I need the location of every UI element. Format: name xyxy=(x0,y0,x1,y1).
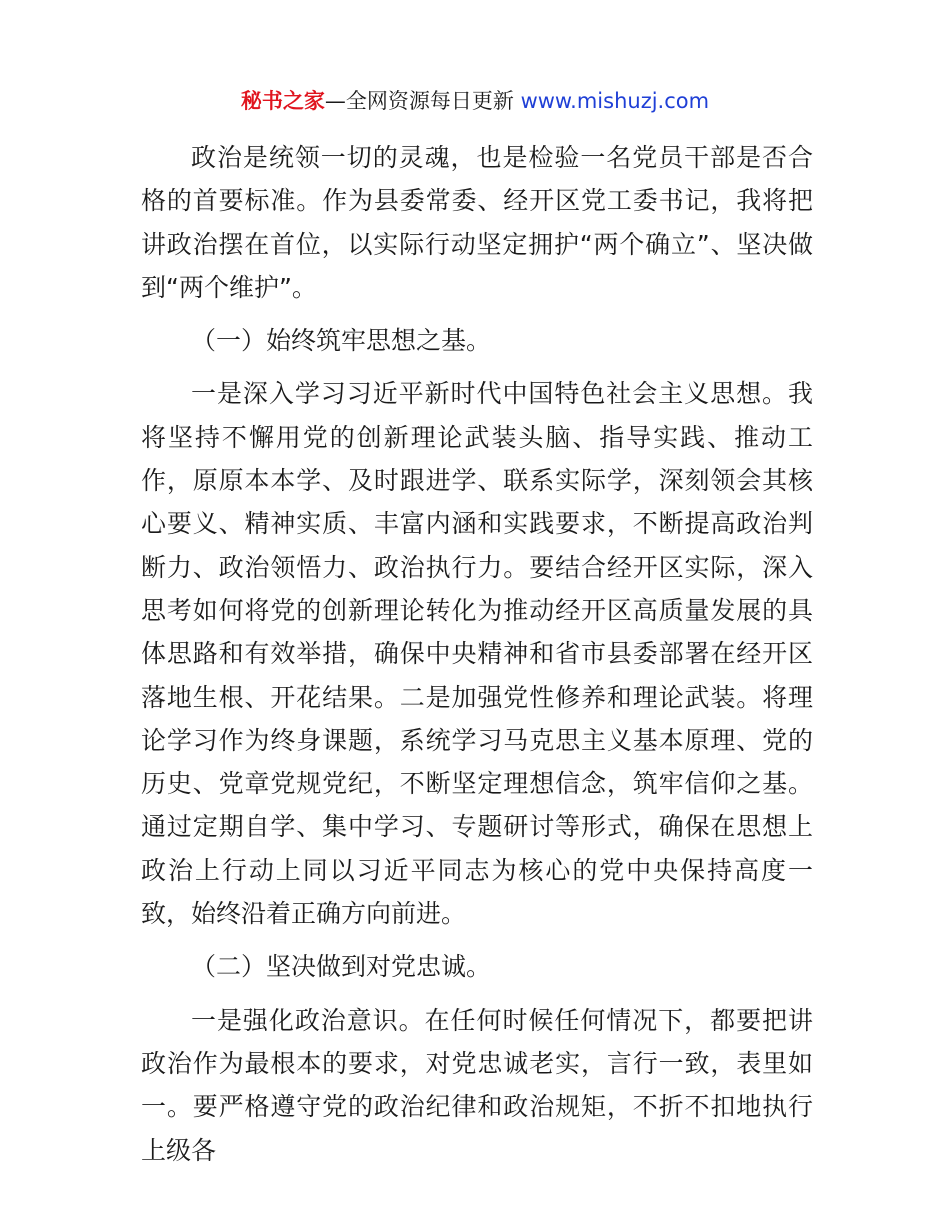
site-url-link[interactable]: www.mishuzj.com xyxy=(520,89,710,113)
section-heading-2: （二）坚决做到对党忠诚。 xyxy=(191,952,492,982)
section-1-paragraph: 一是深入学习习近平新时代中国特色社会主义思想。我将坚持不懈用党的创新理论武装头脑、指导实践、推动工作，原原本本学、及时跟进学、联系实际学，深刻领会其核心要义、精神实质、丰富内涵和实践要求，不断提高政治判断力、政治领悟力、政治执行力。要结合经开区实际，深入思考如何将党的创新理论转化为推动经开区高质量发展的具体思路和有效举措，确保中央精神和省市县委部署在经开区落地生根、开花结果。二是加强党性修养和理论武装。将理论学习作为终身课题，系统学习马克思主义基本原理、党的历史、党章党规党纪，不断坚定理想信念，筑牢信仰之基。通过定期自学、集中学习、专题研讨等形式，确保在思想上政治上行动上同以习近平同志为核心的党中央保持高度一致，始终沿着正确方向前进。 xyxy=(141,379,813,929)
brand-name: 秘书之家 xyxy=(240,89,325,113)
section-2-paragraph: 一是强化政治意识。在任何时候任何情况下，都要把讲政治作为最根本的要求，对党忠诚老实，言行一致，表里如一。要严格遵守党的政治纪律和政治规矩，不折不扣地执行上级各 xyxy=(141,1005,813,1165)
site-header xyxy=(0,86,950,116)
document-body xyxy=(141,136,813,1172)
section-heading-1: （一）始终筑牢思想之基。 xyxy=(191,326,492,356)
intro-paragraph: 政治是统领一切的灵魂，也是检验一名党员干部是否合格的首要标准。作为县委常委、经开区党工委书记，我将把讲政治摆在首位，以实际行动坚定拥护“两个确立”、坚决做到“两个维护”。 xyxy=(141,143,813,302)
header-tagline: —全网资源每日更新 xyxy=(324,89,521,113)
